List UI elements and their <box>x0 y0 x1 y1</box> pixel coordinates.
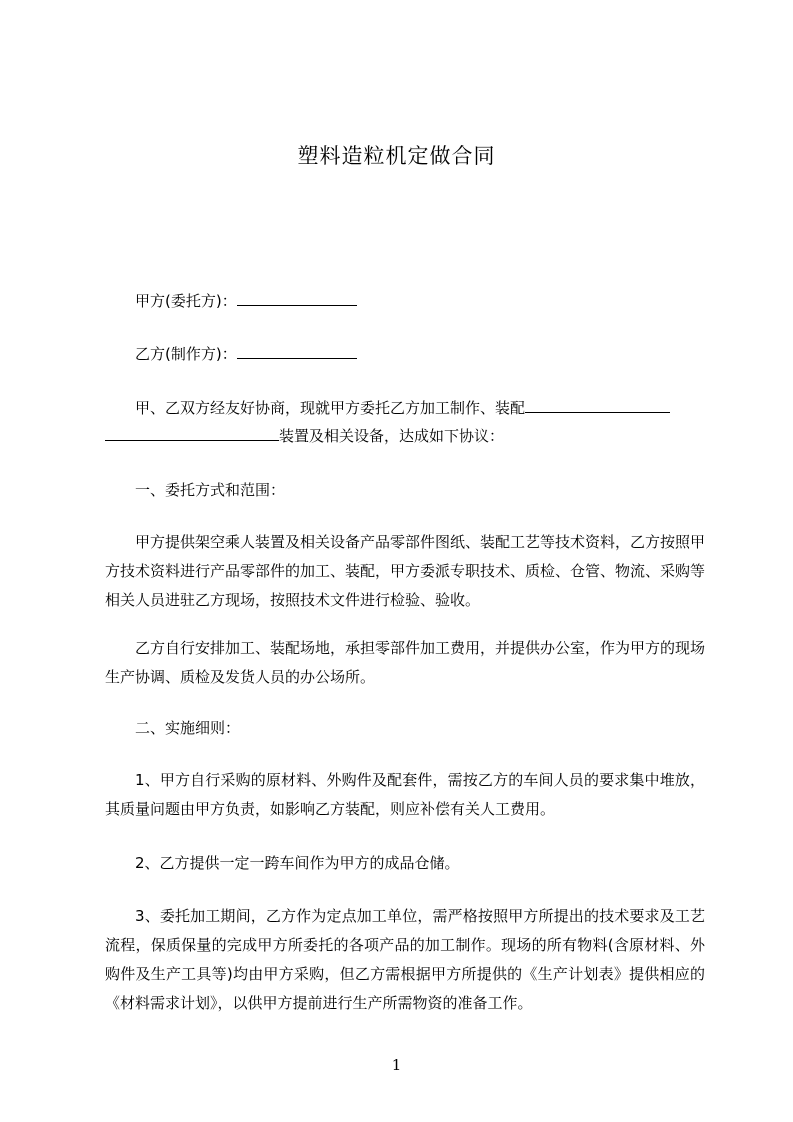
intro-blank-part-1[interactable] <box>525 398 670 413</box>
section2-item-1: 1、甲方自行采购的原材料、外购件及配套件，需按乙方的车间人员的要求集中堆放，其质量问题由甲方负责，如影响乙方装配，则应补偿有关人工费用。 <box>105 771 705 818</box>
intro-line-2 <box>105 426 705 446</box>
intro-blank-part-2[interactable] <box>105 426 279 441</box>
section2-item-3: 3、委托加工期间，乙方作为定点加工单位，需严格按照甲方所提出的技术要求及工艺流程，保质保量的完成甲方所委托的各项产品的加工制作。现场的所有物料(含原材料、外购件及生产工具等)均由甲方采购，但乙方需根据甲方所提供的《生产计划表》提供相应的《材料需求计划》，以供甲方提前进行生产所需物资的准备工作。 <box>105 907 705 1012</box>
party-b-label: 乙方(制作方)： <box>135 345 237 363</box>
intro-text-before-blank: 甲、乙双方经友好协商，现就甲方委托乙方加工制作、装配 <box>135 399 526 417</box>
section1-paragraph-1: 甲方提供架空乘人装置及相关设备产品零部件图纸、装配工艺等技术资料，乙方按照甲方技术资料进行产品零部件的加工、装配，甲方委派专职技术、质检、仓管、物流、采购等相关人员进驻乙方现场，按照技术文件进行检验、验收。 <box>105 533 706 609</box>
section1-heading: 一、委托方式和范围： <box>135 481 286 499</box>
party-b-line <box>105 344 705 364</box>
intro-line-1 <box>105 398 705 418</box>
section2-heading: 二、实施细则： <box>135 719 241 737</box>
page-number: 1 <box>391 1056 402 1074</box>
document-title: 塑料造粒机定做合同 <box>297 144 496 168</box>
party-a-line <box>105 291 705 311</box>
party-b-blank[interactable] <box>237 344 357 359</box>
intro-text-after-blank: 装置及相关设备，达成如下协议： <box>279 427 505 445</box>
party-a-label: 甲方(委托方)： <box>135 292 237 310</box>
section2-item-2: 2、乙方提供一定一跨车间作为甲方的成品仓储。 <box>135 854 460 872</box>
party-a-blank[interactable] <box>237 291 357 306</box>
section1-paragraph-2: 乙方自行安排加工、装配场地，承担零部件加工费用，并提供办公室，作为甲方的现场生产协调、质检及发货人员的办公场所。 <box>105 639 706 686</box>
